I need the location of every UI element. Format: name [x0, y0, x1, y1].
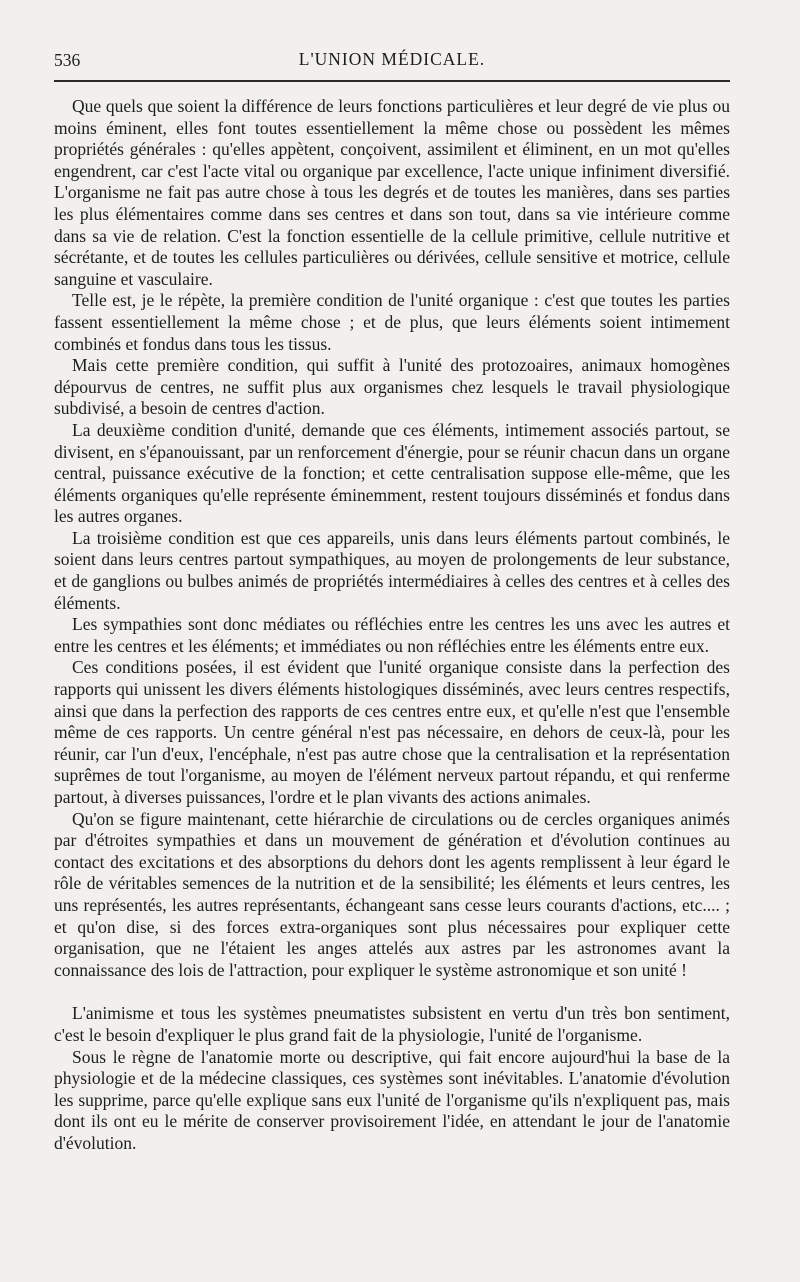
running-head — [54, 40, 730, 74]
paragraph: Qu'on se figure maintenant, cette hiérarchie de circulations ou de cercles organiques animés par d'étroites sympathies et dans un mouvement de génération et d'évolution continues au contact des excitations et des absorptions du dehors dont les agents remplissent à leur égard le rôle de véritables semences de la nutrition et de la sensibilité; les éléments et leurs centres, les uns représentés, les autres représentants, échangeant sans cesse leurs courants d'actions, etc.... ; et qu'on dise, si des forces extra-organiques sont plus nécessaires pour expliquer cette organisation, que ne l'étaient les anges attelés aux astres par les astronomes avant la connaissance des lois de l'attraction, pour expliquer le système astronomique et son unité ! — [54, 808, 730, 980]
paragraph: Que quels que soient la différence de leurs fonctions particulières et leur degré de vie plus ou moins éminent, elles font toutes essentiellement la même chose ou possèdent les mêmes propriétés générales : qu'elles appètent, conçoivent, assimilent et éliminent, en un mot qu'elles engendrent, car c'est l'acte vital ou organique par excellence, l'acte unique infiniment diversifié. L'organisme ne fait pas autre chose à tous les degrés et de toutes les manières, dans ses parties les plus élémentaires comme dans ses centres et dans son tout, dans sa vie intérieure comme dans sa vie de relation. C'est la fonction essentielle de la cellule primitive, cellule nutritive et sécrétante, et de toutes les cellules particulières ou dérivées, cellule sensitive et motrice, cellule sanguine et vasculaire. — [54, 96, 730, 289]
header-rule — [54, 80, 730, 82]
paragraph: Sous le règne de l'anatomie morte ou descriptive, qui fait encore aujourd'hui la base de la physiologie et de la médecine classiques, ces systèmes sont inévitables. L'anatomie d'évolution les supprime, parce qu'elle explique sans eux l'unité de l'organisme qu'ils n'expliquent pas, mais dont ils ont eu le mérite de conserver provisoirement l'idée, en attendant le jour de l'anatomie d'évolution. — [54, 1046, 730, 1153]
body-text — [54, 96, 730, 1155]
paragraph: Ces conditions posées, il est évident que l'unité organique consiste dans la perfection des rapports qui unissent les divers éléments histologiques disséminés, avec leurs centres respectifs, ainsi que dans la perfection des rapports de ces centres entre eux, et qu'elle n'est que l'ensemble même de ces rapports. Un centre général n'est pas nécessaire, en dehors de ceux-là, pour les réunir, car l'un d'eux, l'encéphale, n'est pas autre chose que la centralisation et la représentation suprêmes de tout l'organisme, au moyen de l'élément nerveux partout répandu, et qui renferme partout, à diverses puissances, l'ordre et le plan vivants des actions animales. — [54, 657, 730, 807]
paragraph: La deuxième condition d'unité, demande que ces éléments, intimement associés partout, se divisent, en s'épanouissant, par un renforcement d'énergie, pour se réunir chacun dans un organe central, puissance exécutive de la fonction; et cette centralisation suppose elle-même, que les éléments organiques qu'elle représente éminemment, restent toujours disséminés et fondus dans les autres organes. — [54, 419, 730, 527]
journal-title: L'UNION MÉDICALE. — [298, 49, 486, 69]
page-number: 536 — [54, 50, 81, 70]
paragraph: Mais cette première condition, qui suffit à l'unité des protozoaires, animaux homogènes dépourvus de centres, ne suffit plus aux organismes chez lesquels le travail physiologique subdivisé, a besoin de centres d'action. — [54, 355, 730, 419]
paragraph: Telle est, je le répète, la première condition de l'unité organique : c'est que toutes les parties fassent essentiellement la même chose ; et de plus, que leurs éléments soient intimement combinés et fondus dans tous les tissus. — [54, 290, 730, 354]
paragraph: Les sympathies sont donc médiates ou réfléchies entre les centres les uns avec les autres et entre les centres et les éléments; et immédiates ou non réfléchies entre les éléments entre eux. — [54, 614, 730, 656]
section-gap — [54, 981, 730, 1003]
book-page — [54, 40, 730, 1255]
paragraph: La troisième condition est que ces appareils, unis dans leurs éléments partout combinés, le soient dans leurs centres partout sympathiques, au moyen de prolongements de leur substance, et de ganglions ou bulbes animés de propriétés intermédiaires à celles des centres et à celles des éléments. — [54, 527, 730, 613]
paragraph: L'animisme et tous les systèmes pneumatistes subsistent en vertu d'un très bon sentiment, c'est le besoin d'expliquer le plus grand fait de la physiologie, l'unité de l'organisme. — [54, 1003, 730, 1045]
